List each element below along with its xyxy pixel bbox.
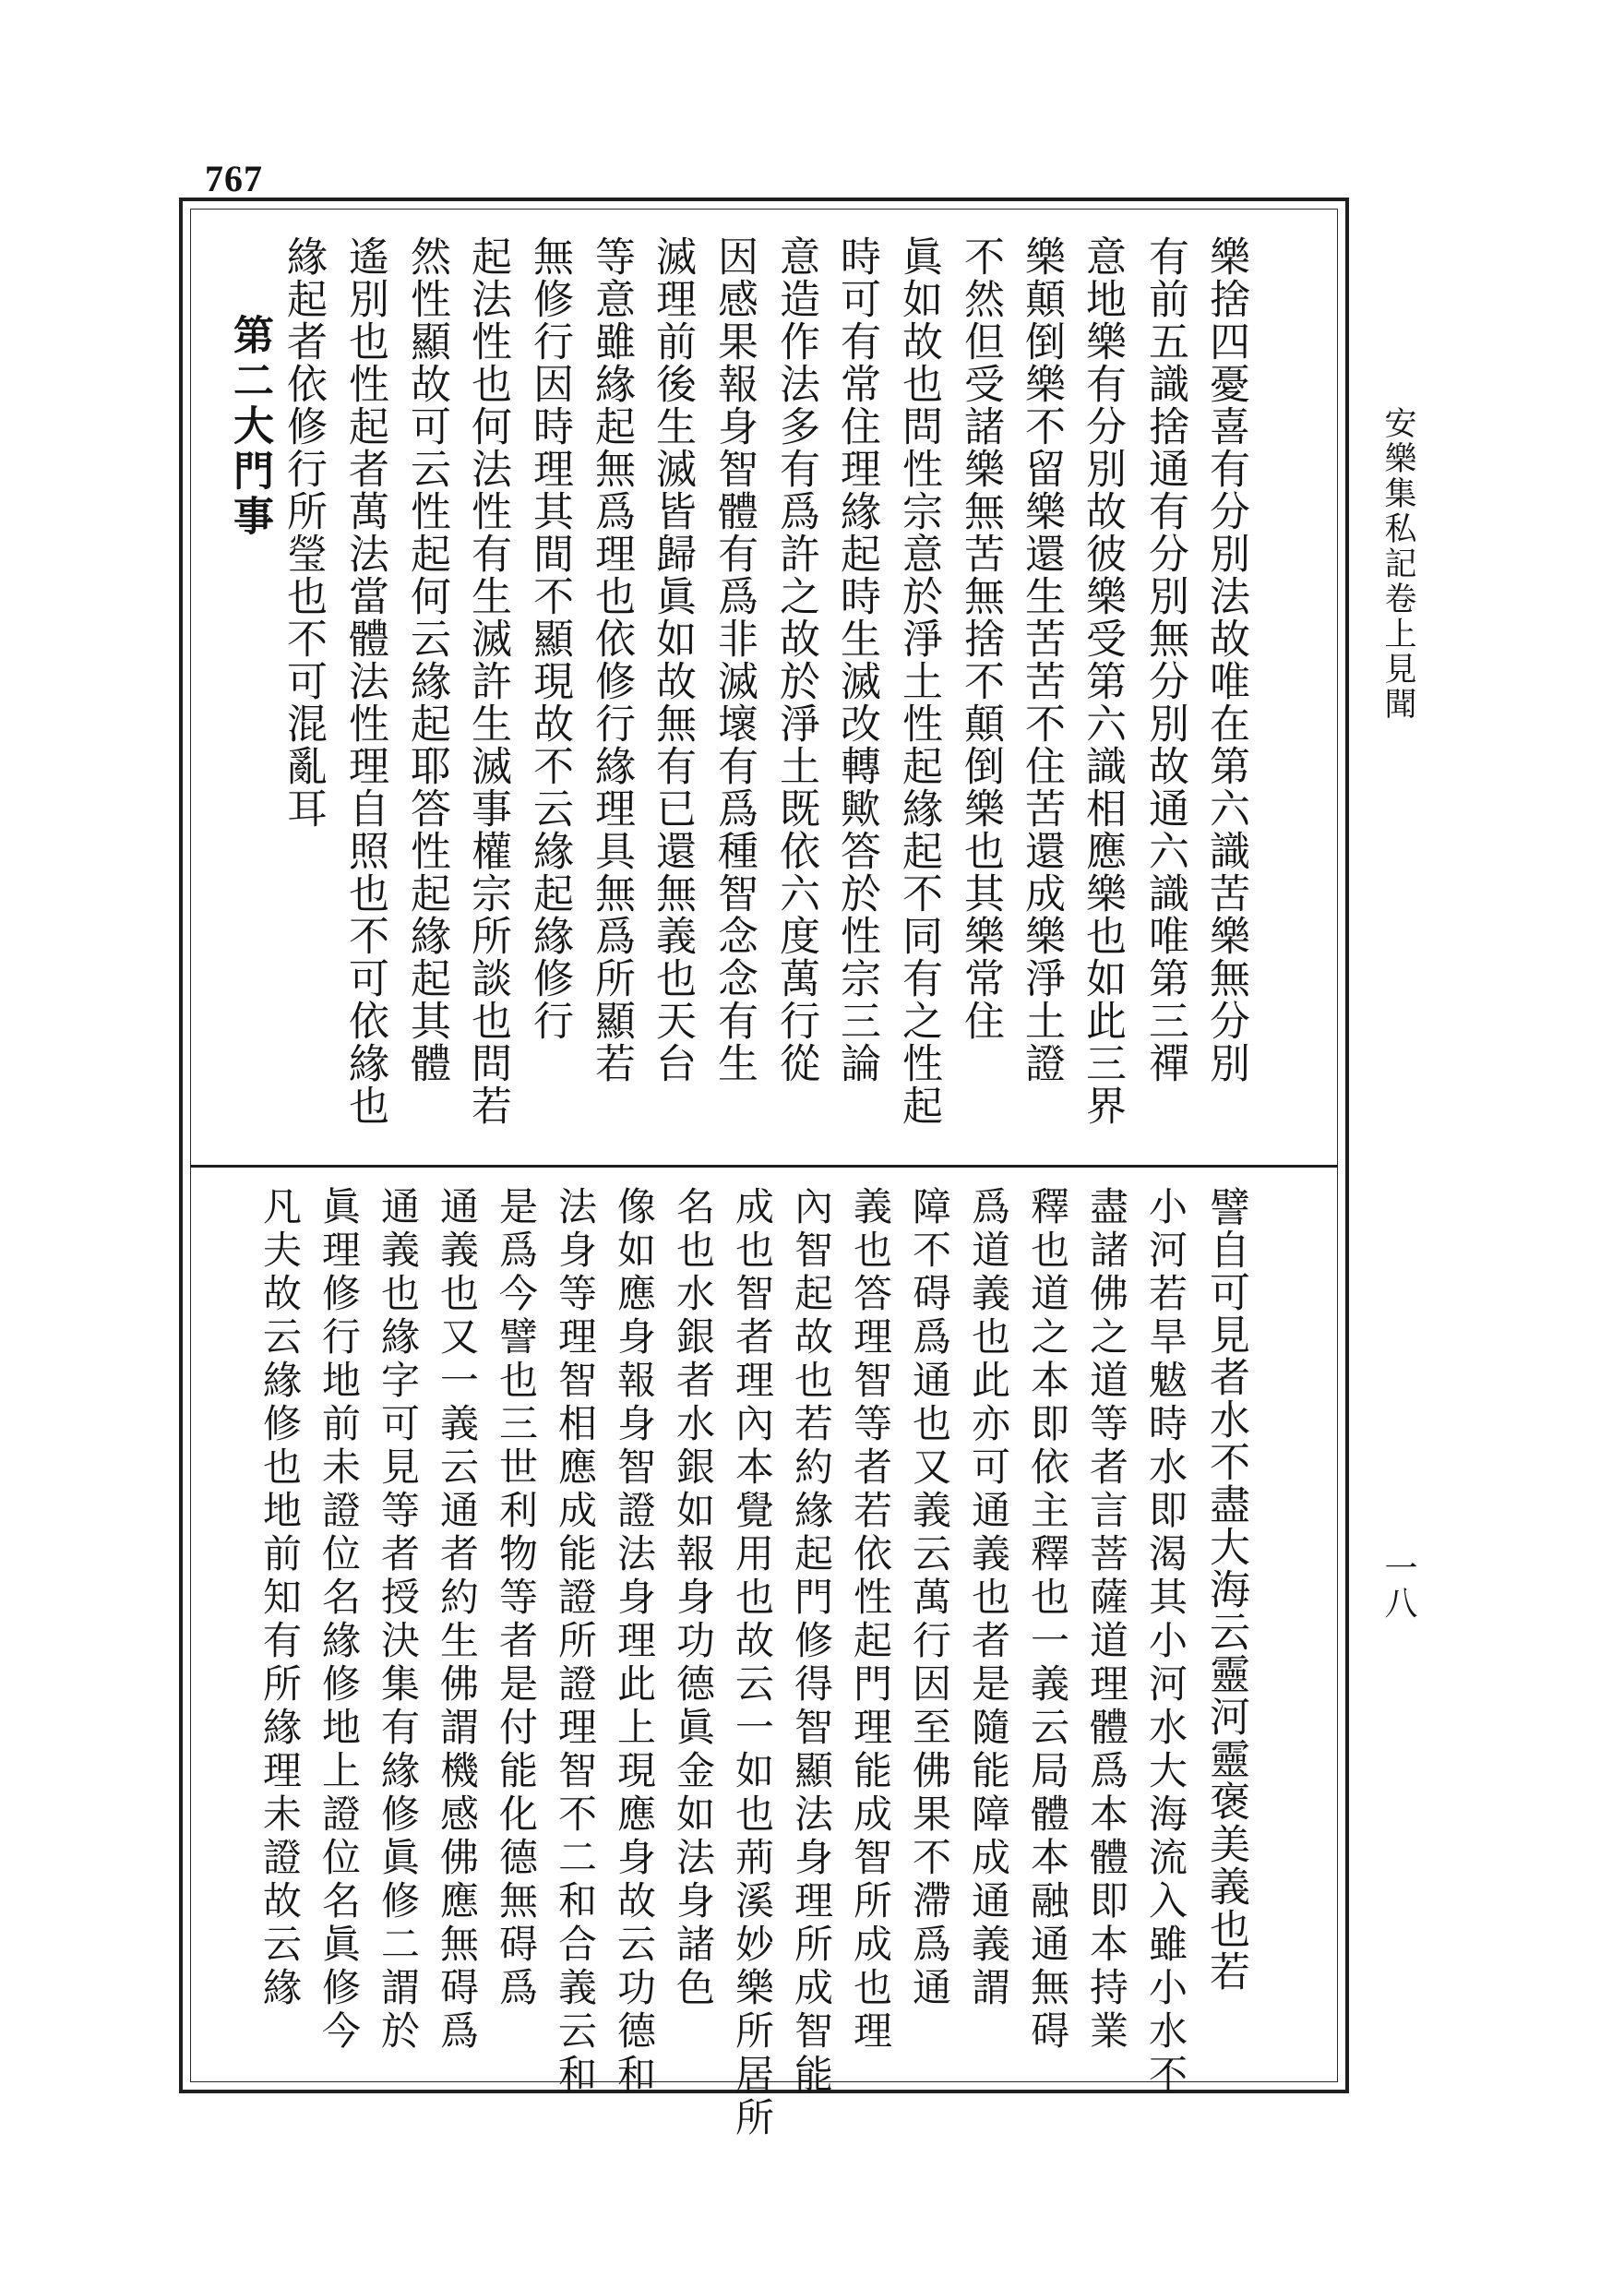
upper-column: 起法性也何法性有生滅許生滅事權宗所談也問若 [464, 235, 511, 1127]
upper-column: 滅理前後生滅皆歸眞如故無有已還無義也天台 [649, 235, 696, 1085]
lower-column: 成也智者理內本覺用也故云一如也荊溪妙樂所居所 [730, 1186, 775, 2140]
upper-column: 樂捨四憂喜有分別法故唯在第六識苦樂無分別 [1202, 235, 1249, 1085]
lower-column: 內智起故也若約緣起門修得智顯法身理所成智能 [789, 1186, 834, 2097]
lower-column: 譬自可見者水不盡大海云靈河靈褒美義也若 [1202, 1186, 1249, 1993]
running-title: 安樂集私記卷上見聞 [1379, 406, 1416, 722]
upper-column: 有前五識捨通有分別無分別故通六識唯第三禪 [1141, 235, 1188, 1085]
upper-column: 緣起者依修行所瑩也不可混亂耳 [280, 235, 327, 830]
lower-column: 盡諸佛之道等者言菩薩道理體爲本體即本持業 [1084, 1186, 1129, 2054]
upper-column: 意造作法多有爲許之故於淨土既依六度萬行從 [772, 235, 819, 1085]
lower-column: 眞理修行地前未證位名緣修地上證位名眞修今 [316, 1186, 362, 2054]
upper-column: 意地樂有分別故彼樂受第六識相應樂也如此三界 [1079, 235, 1126, 1127]
lower-column: 像如應身報身智證法身理此上現應身故云功德和 [612, 1186, 657, 2097]
lower-column: 凡夫故云緣修也地前知有所緣理未證故云緣 [257, 1186, 303, 2010]
section-divider [190, 1165, 1338, 1168]
lower-column: 爲道義也此亦可通義也者是隨能障成通義謂 [966, 1186, 1011, 2010]
lower-column: 通義也緣字可見等者授決集有緣修眞修二謂於 [376, 1186, 421, 2054]
section-heading: 第二大門事 [226, 314, 273, 540]
lower-column: 通義也又一義云通者約生佛謂機感佛應無碍爲 [435, 1186, 480, 2054]
lower-column: 法身等理智相應成能證所證理智不二和合義云和 [553, 1186, 598, 2097]
upper-column: 遙別也性起者萬法當體法性理自照也不可依緣也 [341, 235, 388, 1127]
upper-column: 等意雖緣起無爲理也依修行緣理具無爲所顯若 [588, 235, 635, 1085]
lower-column: 是爲今譬也三世利物等者是付能化德無碍爲 [494, 1186, 539, 2010]
lower-column: 釋也道之本即依主釋也一義云局體本融通無碍 [1025, 1186, 1070, 2054]
upper-column: 時可有常住理緣起時生滅改轉歟答於性宗三論 [833, 235, 880, 1085]
lower-column: 障不碍爲通也又義云萬行因至佛果不滯爲通 [907, 1186, 952, 2010]
upper-column: 因感果報身智體有爲非滅壞有爲種智念念有生 [710, 235, 758, 1085]
upper-column: 無修行因時理其間不顯現故不云緣起緣修行 [526, 235, 573, 1042]
upper-column: 不然但受諸樂無苦無捨不顛倒樂也其樂常住 [957, 235, 1004, 1042]
lower-column: 小河若旱魃時水即渴其小河水大海流入雖小水不 [1143, 1186, 1188, 2097]
upper-column: 然性顯故可云性起何云緣起耶答性起緣起其體 [403, 235, 450, 1085]
upper-column: 樂顛倒樂不留樂還生苦苦不住苦還成樂淨土證 [1018, 235, 1065, 1085]
page-number: 767 [205, 158, 263, 199]
folio: 一八 [1379, 1551, 1417, 1621]
upper-column: 眞如故也問性宗意於淨土性起緣起不同有之性起 [895, 235, 942, 1127]
lower-column: 義也答理智等者若依性起門理能成智所成也理 [848, 1186, 893, 2054]
lower-column: 名也水銀者水銀如報身功德眞金如法身諸色 [671, 1186, 716, 2010]
